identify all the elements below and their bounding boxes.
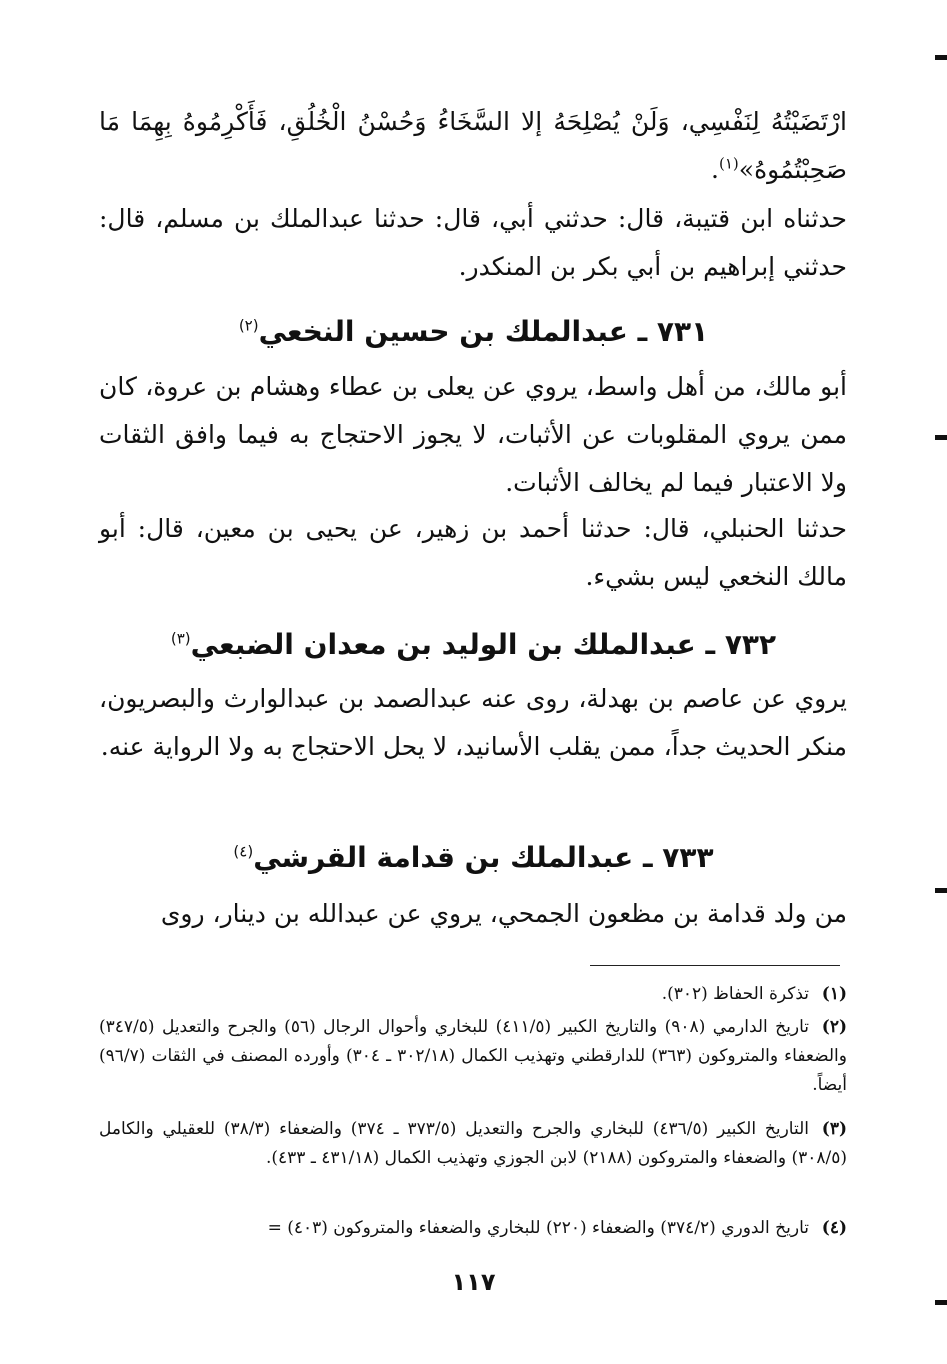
footnote-text: التاريخ الكبير (٤٣٦/٥) للبخاري والجرح والتعديل (٣٧٣/٥ ـ ٣٧٤) والضعفاء (٣٨/٣) للعقيلي والكامل (٣٠٨/٥) والضعفاء والمتروكون (٢١٨٨) لابن الجوزي وتهذيب الكمال (٤٣١/١٨ ـ ٤٣٣). (99, 1119, 847, 1168)
entry-heading-731 (0, 312, 947, 352)
scan-edge-mark (935, 55, 947, 60)
paragraph-text: من ولد قدامة بن مظعون الجمحي، يروي عن عبدالله بن دينار، روى (160, 899, 847, 928)
footnote-number: (٤) (821, 1218, 847, 1238)
footnote-number: (١) (821, 984, 847, 1004)
footnote-1 (99, 980, 847, 1009)
scan-edge-mark (935, 435, 947, 440)
footnote-3 (99, 1115, 847, 1173)
footnote-text: تذكرة الحفاظ (٣٠٢). (661, 984, 809, 1004)
entry-heading-732 (0, 625, 947, 665)
body-paragraph-731 (99, 363, 847, 507)
footnote-separator (590, 965, 840, 966)
scan-edge-mark (935, 1300, 947, 1305)
page-number: ١١٧ (451, 1268, 496, 1296)
footnote-ref[interactable]: (١) (719, 154, 739, 173)
footnote-ref[interactable]: (٢) (238, 316, 259, 335)
footnote-2 (99, 1013, 847, 1100)
heading-text: ٧٣٢ ـ عبدالملك بن الوليد بن معدان الضبعي (190, 628, 777, 661)
heading-text: ٧٣٣ ـ عبدالملك بن قدامة القرشي (253, 841, 714, 874)
body-paragraph-isnad (99, 195, 847, 291)
paragraph-end: . (711, 155, 719, 184)
footnote-text: تاريخ الدارمي (٩٠٨) والتاريخ الكبير (٤١١/٥) للبخاري وأحوال الرجال (٥٦) والجرح والتعديل (٣٤٧/٥) والضعفاء والمتروكون (٣٦٣) للدارقطني وتهذيب الكمال (٣٠٢/١٨ ـ ٣٠٤) وأورده المصنف في الثقات (٩٦/٧) أيضاً. (99, 1017, 847, 1095)
entry-heading-733 (0, 838, 947, 878)
paragraph-text: حدثنا الحنبلي، قال: حدثنا أحمد بن زهير، عن يحيى بن معين، قال: أبو مالك النخعي ليس بشيء. (99, 514, 847, 591)
heading-text: ٧٣١ ـ عبدالملك بن حسين النخعي (258, 315, 709, 348)
paragraph-text: حدثناه ابن قتيبة، قال: حدثني أبي، قال: حدثنا عبدالملك بن مسلم، قال: حدثني إبراهيم بن أبي بكر بن المنكدر. (99, 204, 847, 281)
footnote-4 (99, 1214, 847, 1243)
paragraph-text: أبو مالك، من أهل واسط، يروي عن يعلى بن عطاء وهشام بن عروة، كان ممن يروي المقلوبات عن الأثبات، لا يجوز الاحتجاج به فيما وافق الثقات ولا الاعتبار فيما لم يخالف الأثبات. (99, 372, 847, 497)
footnote-ref[interactable]: (٤) (233, 842, 254, 861)
body-paragraph-731-isnad (99, 505, 847, 601)
footnote-number: (٢) (821, 1017, 848, 1037)
body-paragraph-733 (99, 890, 847, 938)
footnote-text: تاريخ الدوري (٣٧٤/٢) والضعفاء (٢٢٠) للبخاري والضعفاء والمتروكون (٤٠٣) = (267, 1218, 809, 1238)
paragraph-text: يروي عن عاصم بن بهدلة، روى عنه عبدالصمد بن عبدالوارث والبصريون، منكر الحديث جداً، ممن يقلب الأسانيد، لا يحل الاحتجاج به ولا الرواية عنه. (99, 684, 847, 761)
footnote-ref[interactable]: (٣) (170, 629, 191, 648)
body-paragraph-732 (99, 675, 847, 771)
footnote-number: (٣) (821, 1119, 848, 1139)
body-paragraph-continuation (99, 98, 847, 194)
paragraph-text: ارْتَضَيْتُهُ لِنَفْسِي، وَلَنْ يُصْلِحَهُ إلا السَّخَاءُ وَحُسْنُ الْخُلُقِ، فَأَكْرِمُوهُ بِهِمَا مَا صَحِبْتُمُوهُ» (99, 107, 847, 184)
scan-edge-mark (935, 888, 947, 893)
